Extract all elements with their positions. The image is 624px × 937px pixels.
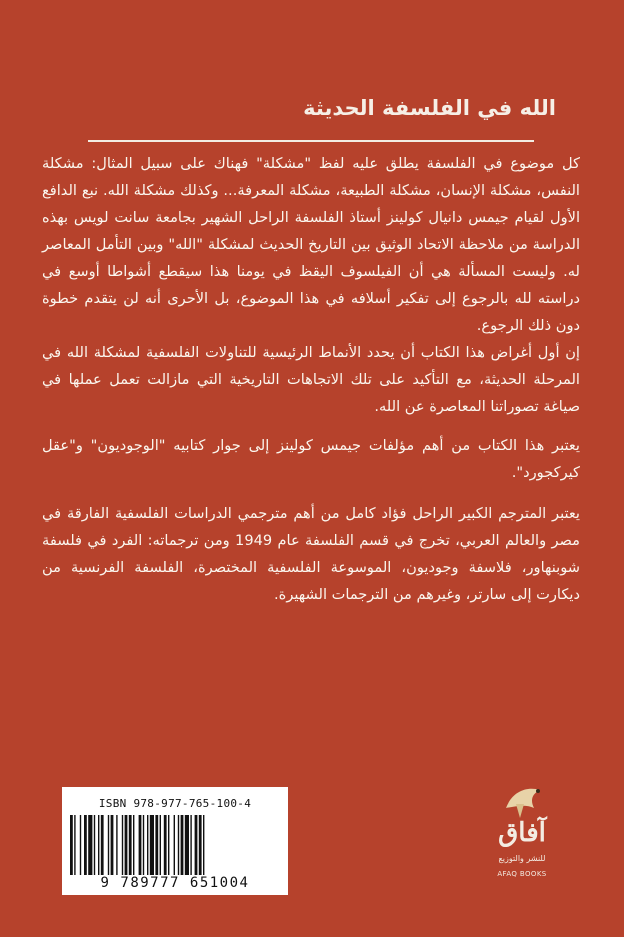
- bird-icon: [486, 778, 558, 822]
- isbn-label: ISBN 978-977-765-100-4: [98, 797, 252, 810]
- paragraph-intro: كل موضوع في الفلسفة يطلق عليه لفظ "مشكلة" فهناك على سبيل المثال: مشكلة النفس، مشكلة الإنسان، مشكلة الطبيعة، مشكلة المعرفة... وكذلك مشكلة الله. نبع الدافع الأول لقيام جيمس دانيال كولينز أستاذ الفلسفة الراحل الشهير بجامعة سانت لويس بهذه الدراسة من ملاحظة الاتحاد الوثيق بين التاريخ الحديث لمشكلة "الله" وبين التأمل المعاصر له. وليست المسألة هي أن الفيلسوف اليقظ في يومنا هذا سيقطع أشواطا أوسع في دراسته لله بالرجوع إلى تفكير أسلافه في هذا الموضوع، بل الأحرى أنه لن يتقدم خطوة دون ذلك الرجوع.: [42, 155, 580, 334]
- publisher-name-en: AFAQ BOOKS: [497, 870, 547, 878]
- paragraph-translator: يعتبر المترجم الكبير الراحل فؤاد كامل من أهم مترجمي الدراسات الفلسفية الفارقة في مصر والعالم العربي، تخرج في قسم الفلسفة عام 1949 ومن ترجماته: الفرد في فلسفة شوبنهاور، فلاسفة وجوديون، الموسوعة الفلسفية المختصرة، الفلسفة الفرنسية من ديكارت إلى سارتر، وغيرهم من الترجمات الشهيرة.: [42, 505, 580, 603]
- book-title: الله في الفلسفة الحديثة: [303, 96, 556, 120]
- isbn-digits: 9 789777 651004: [100, 875, 250, 891]
- publisher-logo: [486, 778, 558, 888]
- publisher-logo-text: آفاق: [498, 818, 546, 848]
- isbn-barcode: [62, 787, 288, 895]
- publisher-subtitle: للنشر والتوزيع: [498, 854, 546, 863]
- blurb: [42, 150, 580, 608]
- paragraph-purpose: إن أول أغراض هذا الكتاب أن يحدد الأنماط الرئيسية للتناولات الفلسفية لمشكلة الله في المرحلة الحديثة، مع التأكيد على تلك الاتجاهات التاريخية التي مازالت تعمل عملها في صياغة تصوراتنا المعاصرة عن الله.: [42, 344, 580, 415]
- paragraph-importance: يعتبر هذا الكتاب من أهم مؤلفات جيمس كولينز إلى جوار كتابيه "الوجوديون" و"عقل كيركجورد".: [42, 437, 580, 481]
- title-divider: [88, 140, 534, 142]
- barcode-bars: [70, 815, 280, 875]
